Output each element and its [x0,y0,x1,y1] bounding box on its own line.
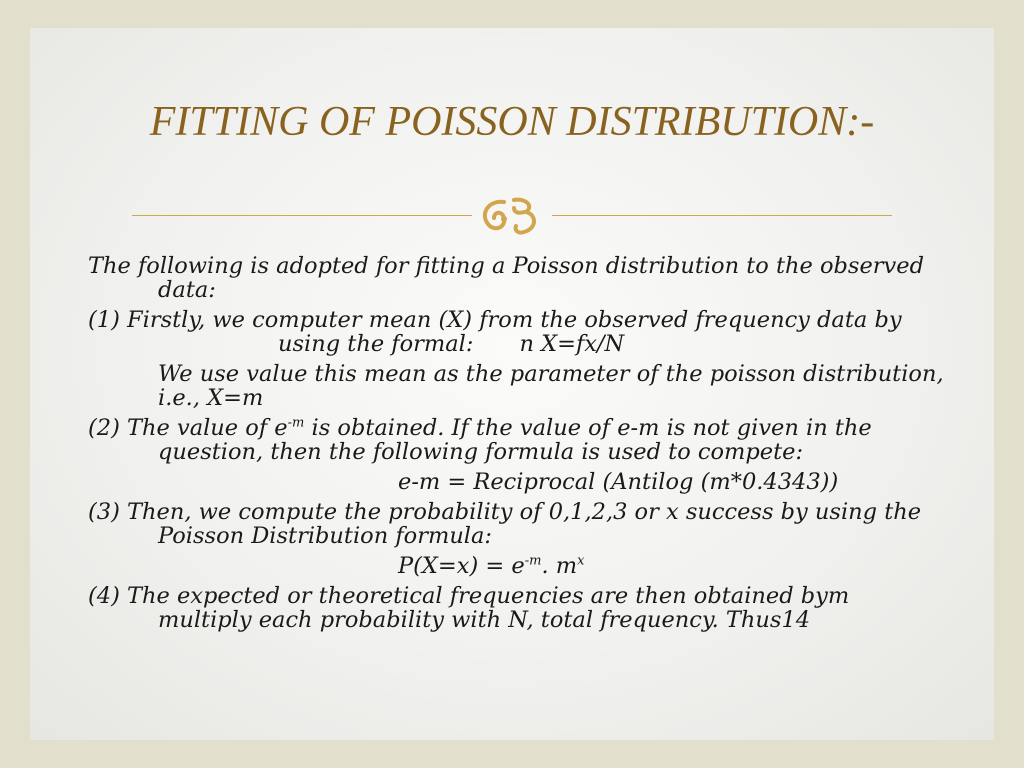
divider-rule-right [552,215,892,216]
step-1-note: We use value this mean as the parameter of the poisson distribution, i.e., X=m [158,361,944,411]
step-1-mid: using the formal: [278,331,474,357]
intro-paragraph: The following is adopted for fitting a Poisson distribution to the observed data: [88,253,924,303]
slide [30,28,994,740]
divider-rule-left [132,215,472,216]
step-3-paragraph: (3) Then, we compute the probability of 0,1,2,3 or x success by using the Poisson Distribution formula: [88,499,922,549]
poisson-formula [88,554,948,578]
poisson-exponent-x: x [577,553,585,569]
step-2-paragraph [88,416,948,464]
poisson-formula-pre: P(X=x) = e [398,553,525,579]
poisson-exponent-m: -m [524,553,542,569]
step-4-paragraph: (4) The expected or theoretical frequencies are then obtained bym multiply each probability with N, total frequency. Thus14 [88,583,850,633]
title-divider [132,192,892,240]
step-1-lead: (1) Firstly, we computer mean (X) from the observed frequency data by [88,307,902,333]
step-1-formula: n X=fx/N [519,331,625,357]
slide-title: FITTING OF POISSON DISTRIBUTION:- [149,99,875,145]
step-2-pre: (2) The value of e [88,415,288,441]
step-2-exponent: -m [287,415,305,431]
slide-body [88,254,948,638]
step-2-post: is obtained. If the value of e-m is not given in the question, then the following formula is used to compete: [158,415,872,465]
reciprocal-formula: e-m = Reciprocal (Antilog (m*0.4343)) [398,469,839,495]
step-1-paragraph [88,308,948,356]
poisson-formula-mid: . m [541,553,578,579]
fleuron-ornament-icon [474,192,550,240]
